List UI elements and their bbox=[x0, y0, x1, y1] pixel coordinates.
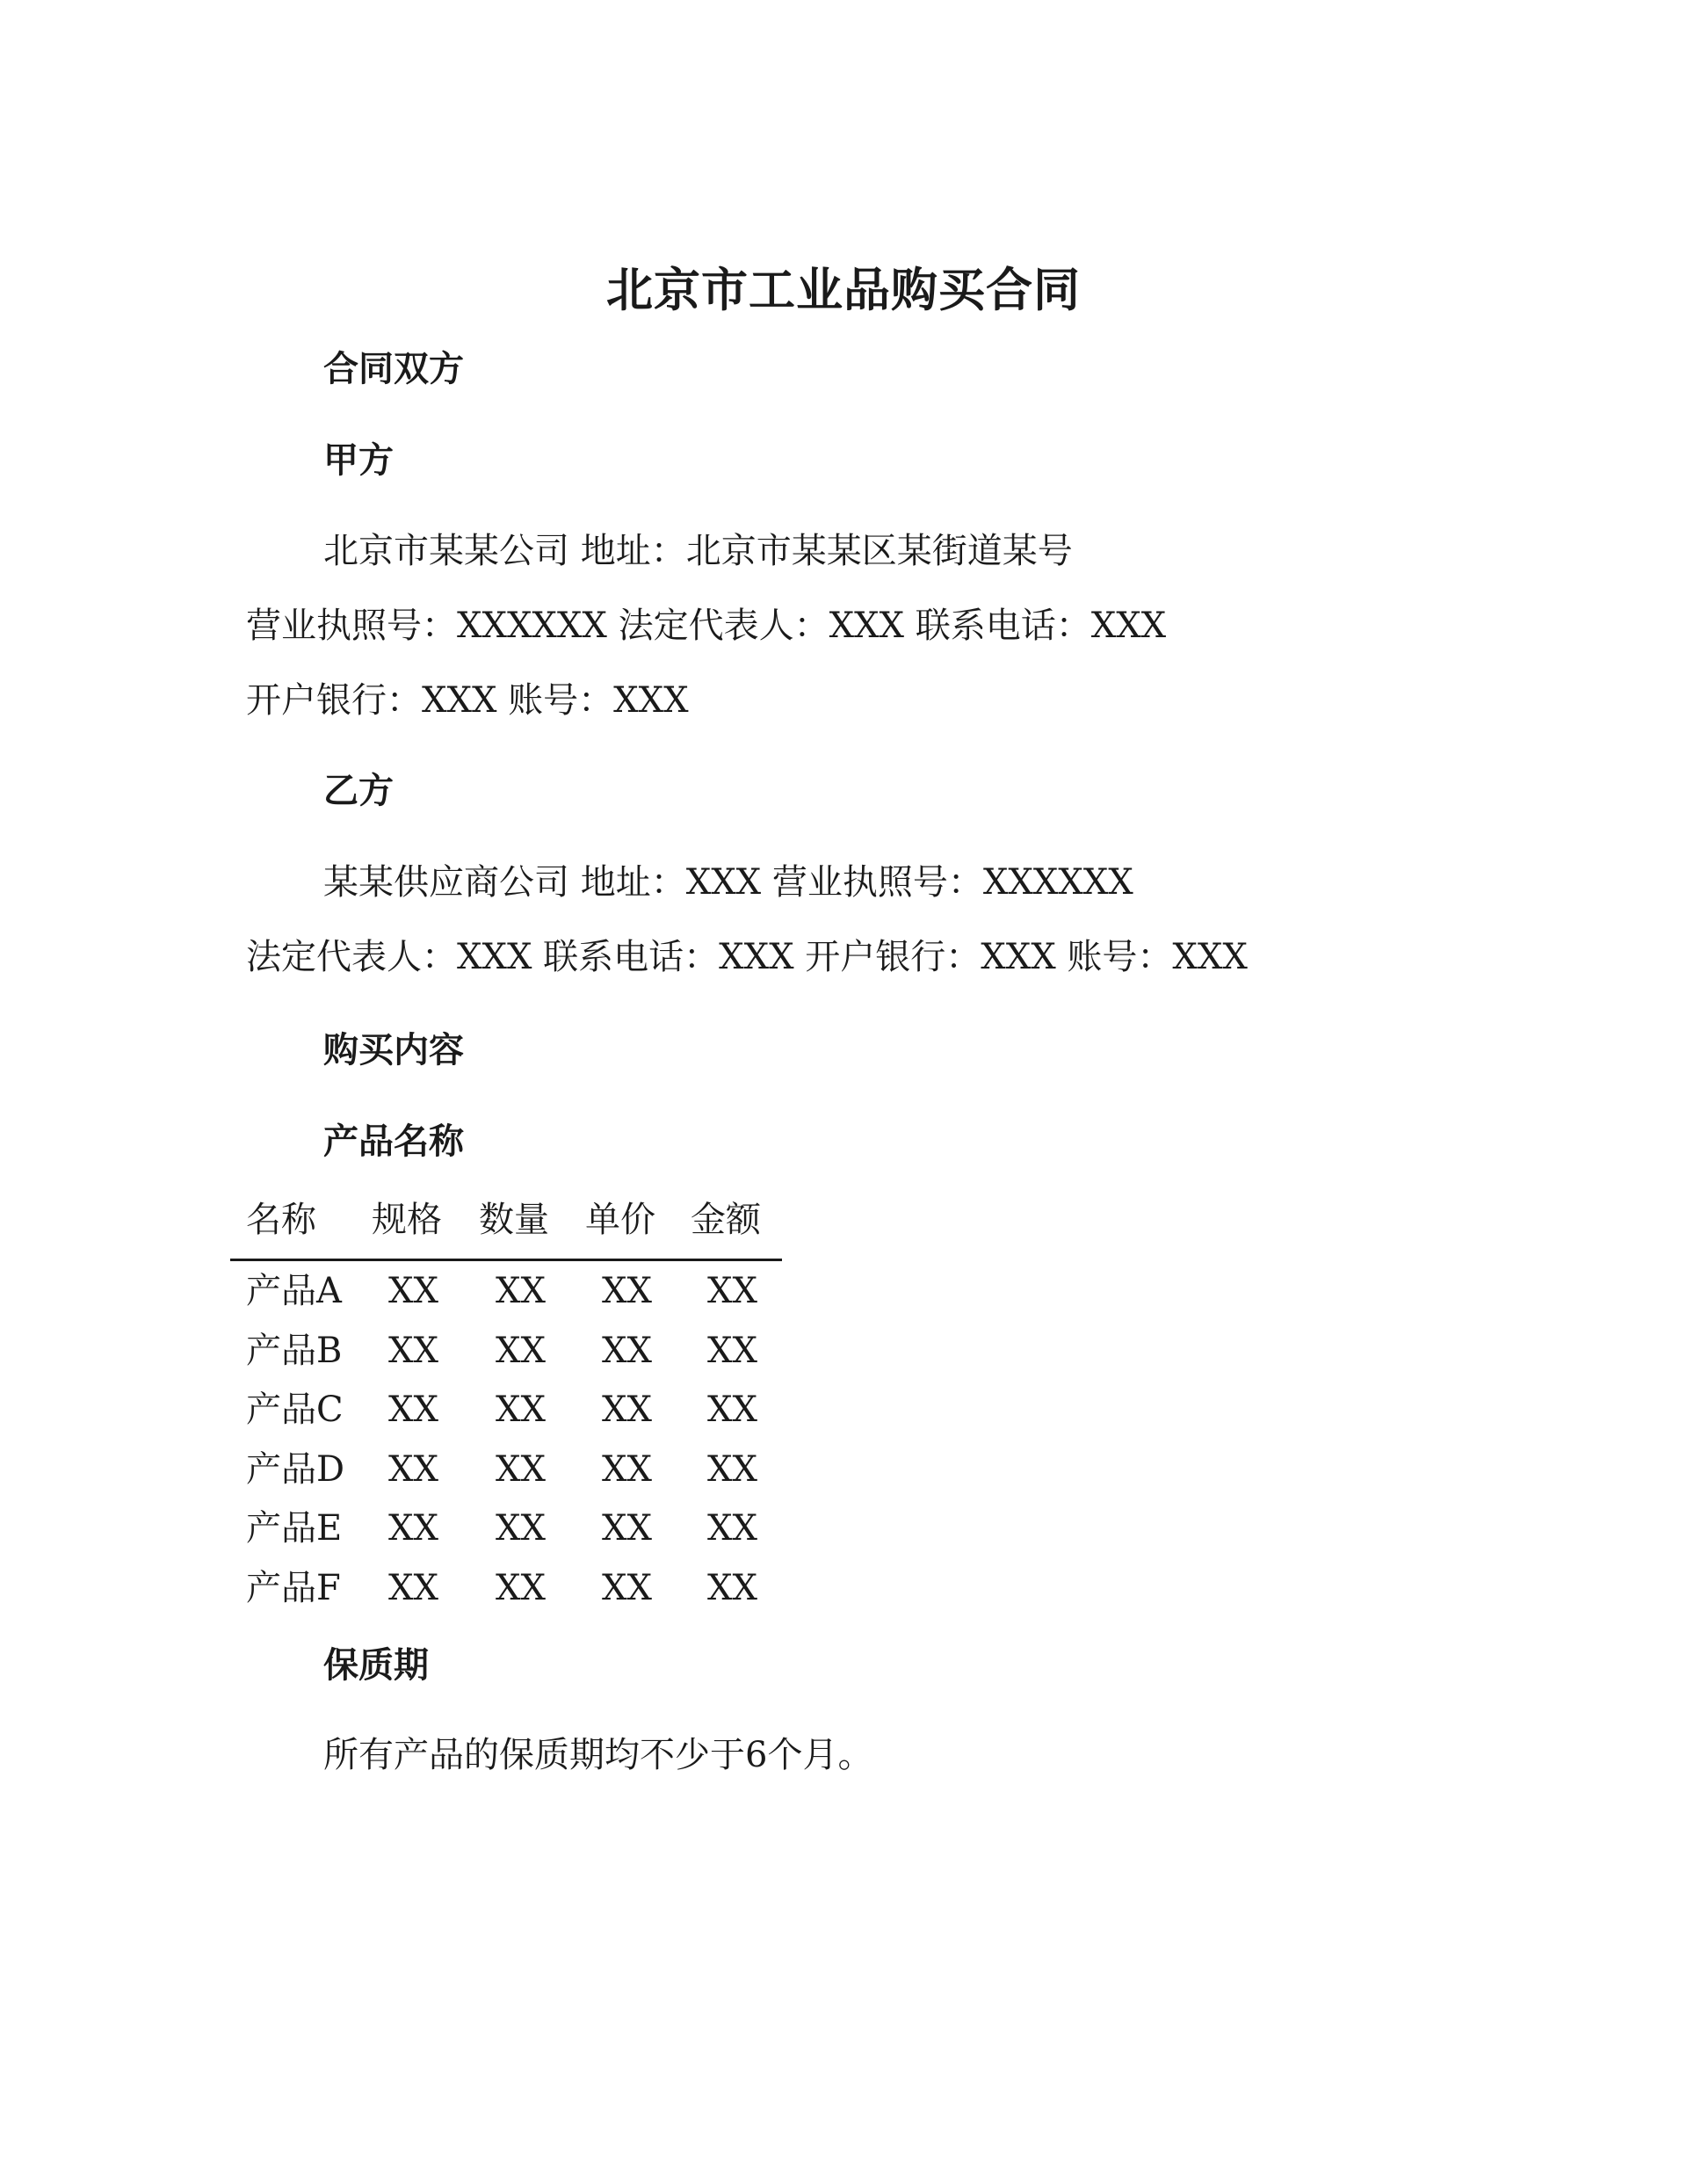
product-heading: 产品名称 bbox=[323, 1121, 464, 1162]
row-unit-price: XX bbox=[602, 1330, 652, 1371]
header-amount: 金额 bbox=[691, 1200, 761, 1240]
table-row bbox=[230, 1558, 782, 1618]
row-amount: XX bbox=[707, 1448, 757, 1490]
table-row bbox=[230, 1321, 782, 1381]
row-unit-price: XX bbox=[602, 1567, 652, 1608]
row-spec: XX bbox=[388, 1448, 438, 1490]
row-amount: XX bbox=[707, 1567, 757, 1608]
row-name: 产品D bbox=[246, 1448, 345, 1490]
row-amount: XX bbox=[707, 1508, 757, 1549]
row-name: 产品B bbox=[246, 1330, 343, 1371]
row-quantity: XX bbox=[496, 1508, 546, 1549]
row-unit-price: XX bbox=[602, 1448, 652, 1490]
row-quantity: XX bbox=[496, 1448, 546, 1490]
row-spec: XX bbox=[388, 1508, 438, 1549]
row-name: 产品C bbox=[246, 1389, 344, 1430]
row-amount: XX bbox=[707, 1330, 757, 1371]
header-quantity: 数量 bbox=[479, 1200, 549, 1240]
row-amount: XX bbox=[707, 1271, 757, 1311]
document-title: 北京市工业品购买合同 bbox=[606, 263, 1081, 317]
party-a-heading: 甲方 bbox=[323, 439, 394, 481]
warranty-text: 所有产品的保质期均不少于6个月。 bbox=[323, 1735, 873, 1775]
party-a-line-2: 营业执照号：XXXXXX 法定代表人：XXX 联系电话：XXX bbox=[246, 606, 1167, 646]
party-b-line-1: 某某供应商公司 地址：XXX 营业执照号：XXXXXX bbox=[323, 862, 1133, 903]
row-unit-price: XX bbox=[602, 1508, 652, 1549]
header-spec: 规格 bbox=[372, 1200, 442, 1240]
table-header bbox=[230, 1186, 782, 1261]
parties-heading: 合同双方 bbox=[323, 348, 464, 389]
row-name: 产品F bbox=[246, 1567, 341, 1608]
row-unit-price: XX bbox=[602, 1389, 652, 1430]
row-quantity: XX bbox=[496, 1330, 546, 1371]
row-quantity: XX bbox=[496, 1271, 546, 1311]
table-row bbox=[230, 1380, 782, 1440]
warranty-heading: 保质期 bbox=[323, 1644, 429, 1686]
row-spec: XX bbox=[388, 1330, 438, 1371]
party-a-line-1: 北京市某某公司 地址：北京市某某区某街道某号 bbox=[323, 531, 1073, 571]
purchase-heading: 购买内容 bbox=[323, 1029, 464, 1070]
product-table bbox=[230, 1186, 782, 1617]
header-unit-price: 单价 bbox=[585, 1200, 655, 1240]
row-name: 产品A bbox=[246, 1271, 342, 1311]
row-quantity: XX bbox=[496, 1567, 546, 1608]
row-spec: XX bbox=[388, 1271, 438, 1311]
row-name: 产品E bbox=[246, 1508, 343, 1549]
row-spec: XX bbox=[388, 1389, 438, 1430]
row-amount: XX bbox=[707, 1389, 757, 1430]
row-unit-price: XX bbox=[602, 1271, 652, 1311]
table-row bbox=[230, 1261, 782, 1321]
header-name: 名称 bbox=[246, 1200, 316, 1240]
party-b-line-2: 法定代表人：XXX 联系电话：XXX 开户银行：XXX 账号：XXX bbox=[246, 937, 1248, 977]
table-row bbox=[230, 1440, 782, 1499]
table-row bbox=[230, 1498, 782, 1558]
row-quantity: XX bbox=[496, 1389, 546, 1430]
party-a-line-3: 开户银行：XXX 账号：XXX bbox=[246, 680, 689, 721]
row-spec: XX bbox=[388, 1567, 438, 1608]
party-b-heading: 乙方 bbox=[323, 770, 394, 811]
